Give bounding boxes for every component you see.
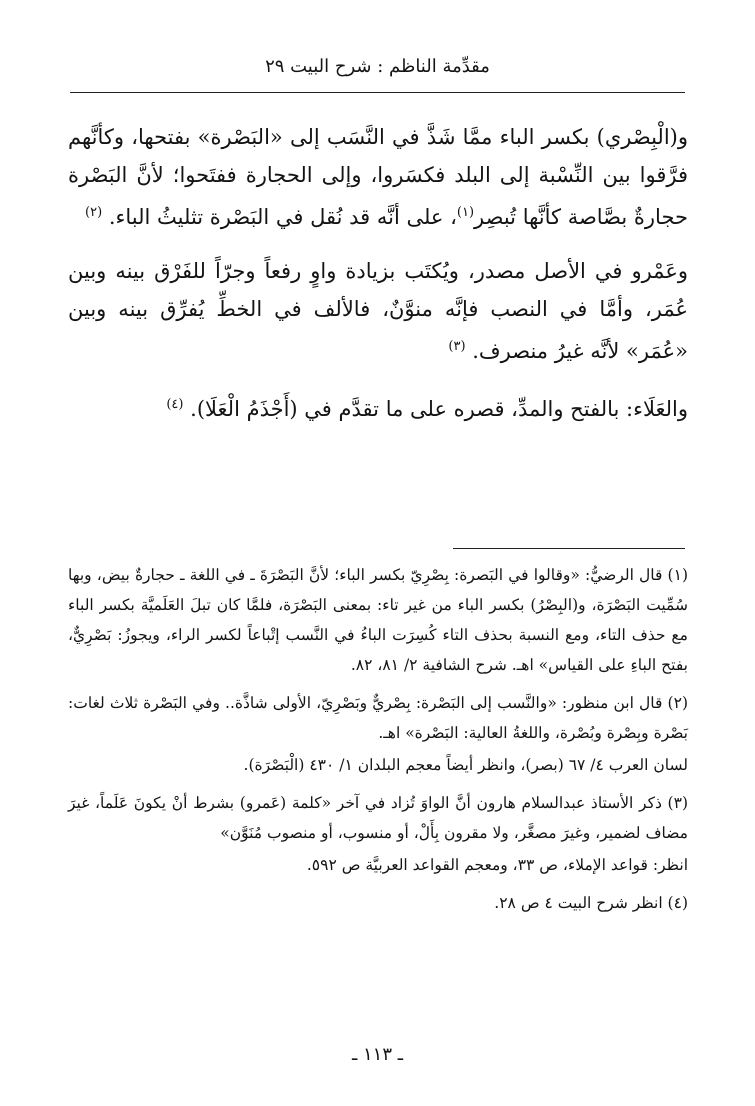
paragraph-2-text: وعَمْرو في الأصل مصدر، ويُكتَب بزيادة واوٍ رفعاً وجرّاً للفَرْق بينه وبين عُمَر، وأمَّا في النصب فإنَّه منوَّنٌ، فالألف في الخطِّ يُفرِّق بينه وبين «عُمَر» لأنَّه غيرُ منصرف. [68,259,688,363]
paragraph-3-text: والعَلَاء: بالفتح والمدِّ، قصره على ما تقدَّم في (أَجْذَمُ الْعَلَا). [190,397,688,421]
footnote-3: (٣) ذكر الأستاذ عبدالسلام هارون أنَّ الواوَ تُزاد في آخر «كلمة (عَمرو) بشرط أنْ يكونَ عَلَماً، غيرَ مضاف لضمير، وغيرَ مصغَّر، ولا مقرون بِأَلْ، أو منسوب، أو منصوب مُنَوَّن» [68,794,688,842]
paragraph-3 [68,386,688,428]
page-number: ـ ١١٣ ـ [351,1044,403,1065]
paragraph-1 [68,118,688,236]
paragraph-2 [68,252,688,370]
header-rule [70,92,685,93]
footnotes [68,560,688,926]
footnote-2-source: لسان العرب ٤/ ٦٧ (بصر)، وانظر أيضاً معجم البلدان ١/ ٤٣٠ (الْبَصْرَة). [243,756,688,774]
footnote-marker-2: (٢) [85,205,103,220]
page-header: مقدِّمة الناظم : شرح البيت ٢٩ [265,56,490,77]
footnote-marker-4: (٤) [166,397,184,412]
footnote-2: (٢) قال ابن منظور: «والنَّسب إلى البَصْرة: بِصْريٌّ وبَصْرِيّ، الأولى شاذَّة.. وفي البَصْرة ثلاث لغات: بَصْرة وبِصْرة وبُصْرة، واللغةُ العالية: البَصْرة» اهـ. [68,694,688,742]
footnote-1: (١) قال الرضيُّ: «وقالوا في البَصرة: بِصْرِيّ بكسر الباء؛ لأنَّ البَصْرَةَ ـ في اللغة ـ حجارةٌ بيض، وبها سُمِّيت البَصْرَة، و(البِصْرُ) بكسر الباء من غير تاء: بمعنى البَصْرَة، فلمَّا كان تبلَ العَلَميَّة بكسر الباء مع حذف التاء، ومع النسبة بحذف التاء كُسِرَت الباءُ في النَّسب إتْباعاً لكسر الراء، ويجوزُ: بَصْرِيٌّ، بفتح الباءِ على القياس» اهـ. شرح الشافية ٢/ ٨١، ٨٢. [68,566,688,674]
footnote-3-source: انظر: قواعد الإملاء، ص ٣٣، ومعجم القواعد العربيَّة ص ٥٩٢. [306,856,688,874]
footnote-marker-1: (١) [456,205,475,220]
footnote-rule [453,548,685,549]
paragraph-1-text: و(الْبِصْري) بكسر الباء ممَّا شَذَّ في النَّسَب إلى «البَصْرة» بفتحها، وكأنَّهم فرَّقوا بين النِّسْبة إلى البلد فكسَروا، وإلى الحجارة ففتَحوا؛ لأنَّ البَصْرة حجارةٌ بصَّاصة كأنَّها تُبصِر [68,125,688,229]
footnote-4: (٤) انظر شرح البيت ٤ ص ٢٨. [494,894,688,912]
footnote-marker-3: (٣) [448,339,466,354]
main-text [68,118,688,444]
paragraph-1-continuation: ، على أنَّه قد نُقل في البَصْرة تثليثُ الباء. [108,205,457,229]
